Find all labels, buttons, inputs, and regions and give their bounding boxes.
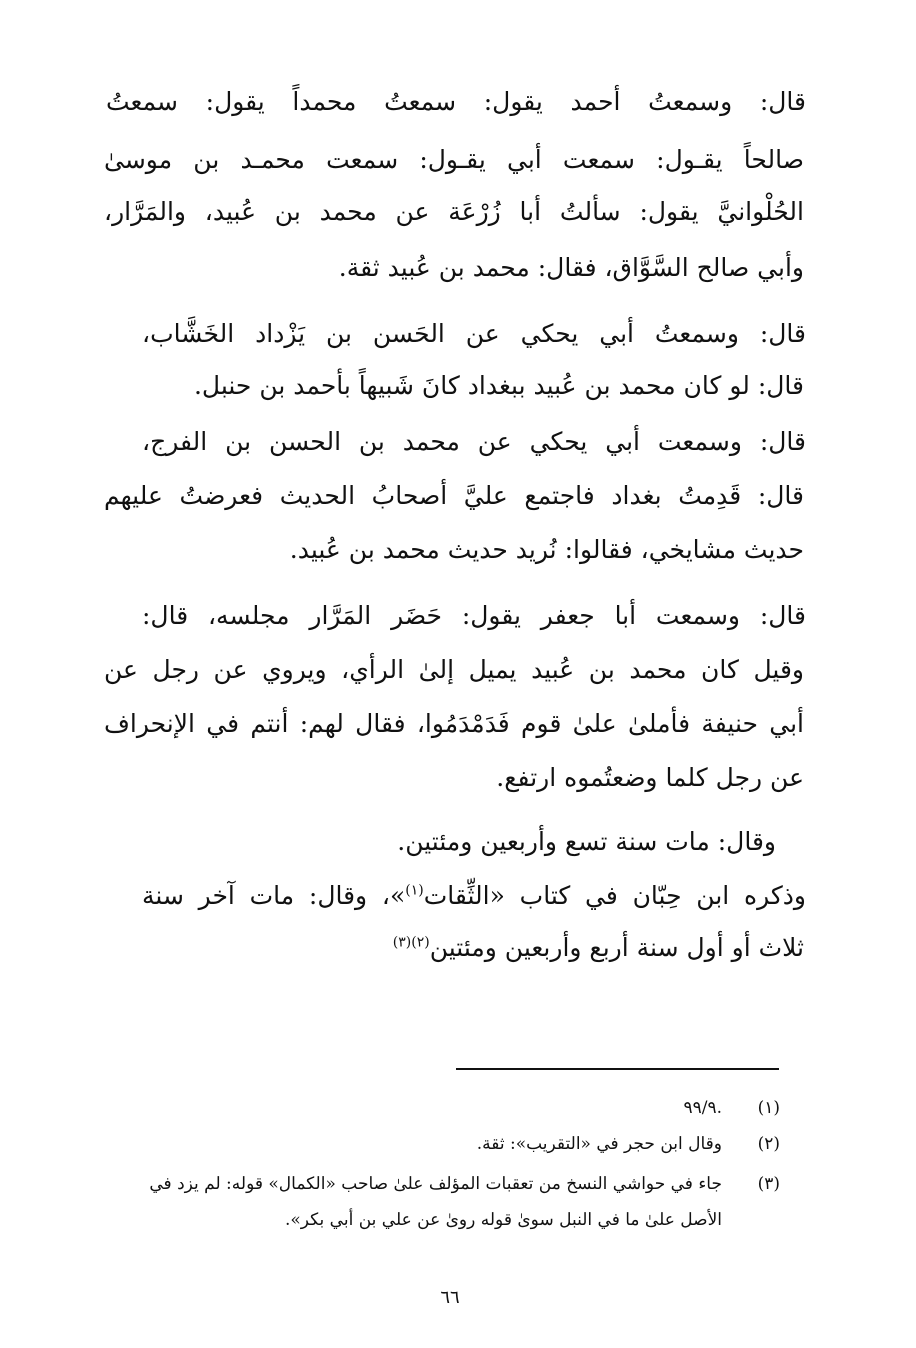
footnote-number: (٣) [757, 1174, 780, 1194]
text-segment: وذكره ابن حِبّان في كتاب «الثِّقات [423, 881, 806, 910]
text-line: قال: وسمعتُ أبي يحكي عن الحَسن بن يَزْداد الخَشَّاب، [142, 319, 806, 348]
text-line: حديث مشايخي، فقالوا: نُريد حديث محمد بن عُبيد. [289, 535, 804, 564]
text-segment: »، وقال: مات آخر سنة [142, 881, 406, 910]
text-line: قال: وسمعت أبي يحكي عن محمد بن الحسن بن الفرج، [142, 427, 806, 456]
footnote-text: جاء في حواشي النسخ من تعقبات المؤلف علىٰ صاحب «الكمال» قوله: لم يزد في [149, 1174, 722, 1194]
text-line: الحُلْوانيَّ يقول: سألتُ أبا زُرْعَة عن محمد بن عُبيد، والمَرَّار، [104, 197, 804, 226]
text-line: قال: قَدِمتُ بغداد فاجتمع عليَّ أصحابُ الحديث فعرضتُ عليهم [104, 481, 804, 510]
text-line: وأبي صالح السَّوَّاق، فقال: محمد بن عُبيد ثقة. [338, 253, 804, 282]
footnote-number: (٢) [757, 1134, 780, 1154]
text-line-with-ref [142, 876, 806, 916]
footnote-1 [100, 1094, 780, 1122]
text-line-with-ref [104, 928, 804, 968]
text-line: عن رجل كلما وضعتُموه ارتفع. [496, 763, 804, 792]
text-line: وقال: مات سنة تسع وأربعين ومئتين. [397, 827, 776, 856]
footnote-text: .٩٩/٩ [683, 1098, 722, 1118]
footnote-ref[interactable]: (١) [405, 882, 424, 899]
text-line: قال: وسمعت أبا جعفر يقول: حَضَر المَرَّار مجلسه، قال: [142, 601, 806, 630]
footnote-separator [456, 1068, 779, 1070]
text-line: أبي حنيفة فأملىٰ علىٰ قوم فَدَمْدَمُوا، فقال لهم: أنتم في الإنحراف [104, 709, 804, 738]
text-line: صالحاً يقـول: سمعت أبي يقـول: سمعت محمـد بن موسىٰ [104, 145, 804, 174]
footnote-text: وقال ابن حجر في «التقريب»: ثقة. [476, 1134, 722, 1154]
footnote-ref[interactable]: (٢)(٣) [392, 934, 430, 951]
text-segment: ثلاث أو أول سنة أربع وأربعين ومئتين [429, 933, 804, 962]
footnote-number: (١) [757, 1098, 780, 1118]
text-line: قال: وسمعتُ أحمد يقول: سمعتُ محمداً يقول: سمعتُ [106, 87, 806, 116]
footnote-3 [80, 1170, 780, 1198]
text-line: قال: لو كان محمد بن عُبيد ببغداد كانَ شَبيهاً بأحمد بن حنبل. [193, 371, 804, 400]
footnote-3-continuation: الأصل علىٰ ما في النبل سوىٰ قوله روىٰ عن علي بن أبي بكر». [284, 1210, 722, 1230]
page-number: ٦٦ [440, 1287, 460, 1308]
footnote-2 [100, 1130, 780, 1158]
text-line: وقيل كان محمد بن عُبيد يميل إلىٰ الرأي، ويروي عن رجل عن [104, 655, 804, 684]
